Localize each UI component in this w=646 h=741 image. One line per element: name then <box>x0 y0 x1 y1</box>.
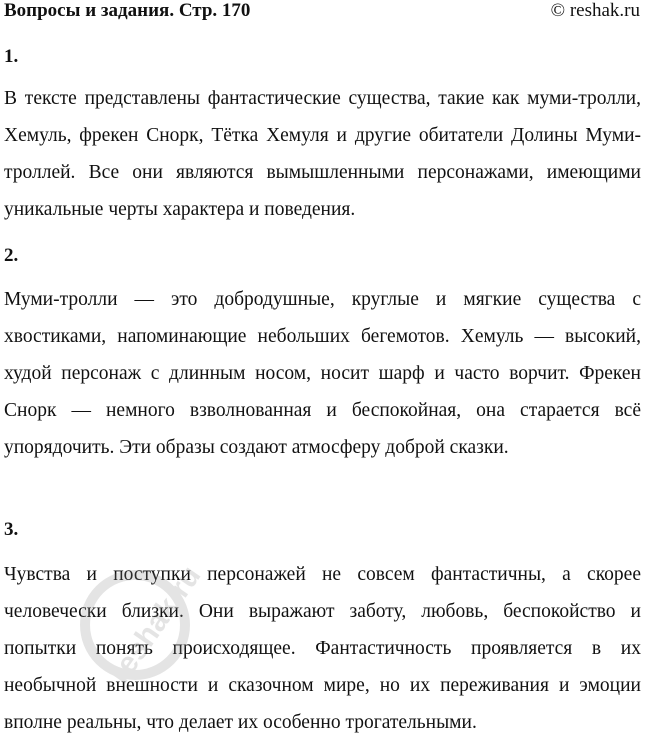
question-3-number: 3. <box>4 519 19 540</box>
question-1-number: 1. <box>4 46 19 67</box>
page-header <box>4 0 640 24</box>
source-credit: © reshak.ru <box>550 0 640 21</box>
page-title: Вопросы и задания. Стр. 170 <box>4 0 251 21</box>
question-2-number: 2. <box>4 245 19 266</box>
watermark-text: reshak.ru <box>102 559 208 690</box>
question-3-answer: Чувства и поступки персонажей не совсем фантастичны, а скорее человечески близки. Они выражают заботу, любовь, беспокойство и попытки понять происходящее. Фантастичность проявляется в их необычной внешности и сказочном мире, но их переживания и эмоции вполне реальны, что делает их особенно трогательными. <box>4 564 641 733</box>
question-2-answer: Муми-тролли — это добродушные, круглые и мягкие существа с хвостиками, напоминающие небольших бегемотов. Хемуль — высокий, худой персонаж с длинным носом, носит шарф и часто ворчит. Фрекен Снорк — немного взволнованная и беспокойная, она старается всё упорядочить. Эти образы создают атмосферу доброй сказки. <box>4 289 641 458</box>
question-1-answer: В тексте представлены фантастические существа, такие как муми-тролли, Хемуль, фрекен Снорк, Тётка Хемуля и другие обитатели Долины Муми-троллей. Все они являются вымышленными персонажами, имеющими уникальные черты характера и поведения. <box>4 88 641 220</box>
